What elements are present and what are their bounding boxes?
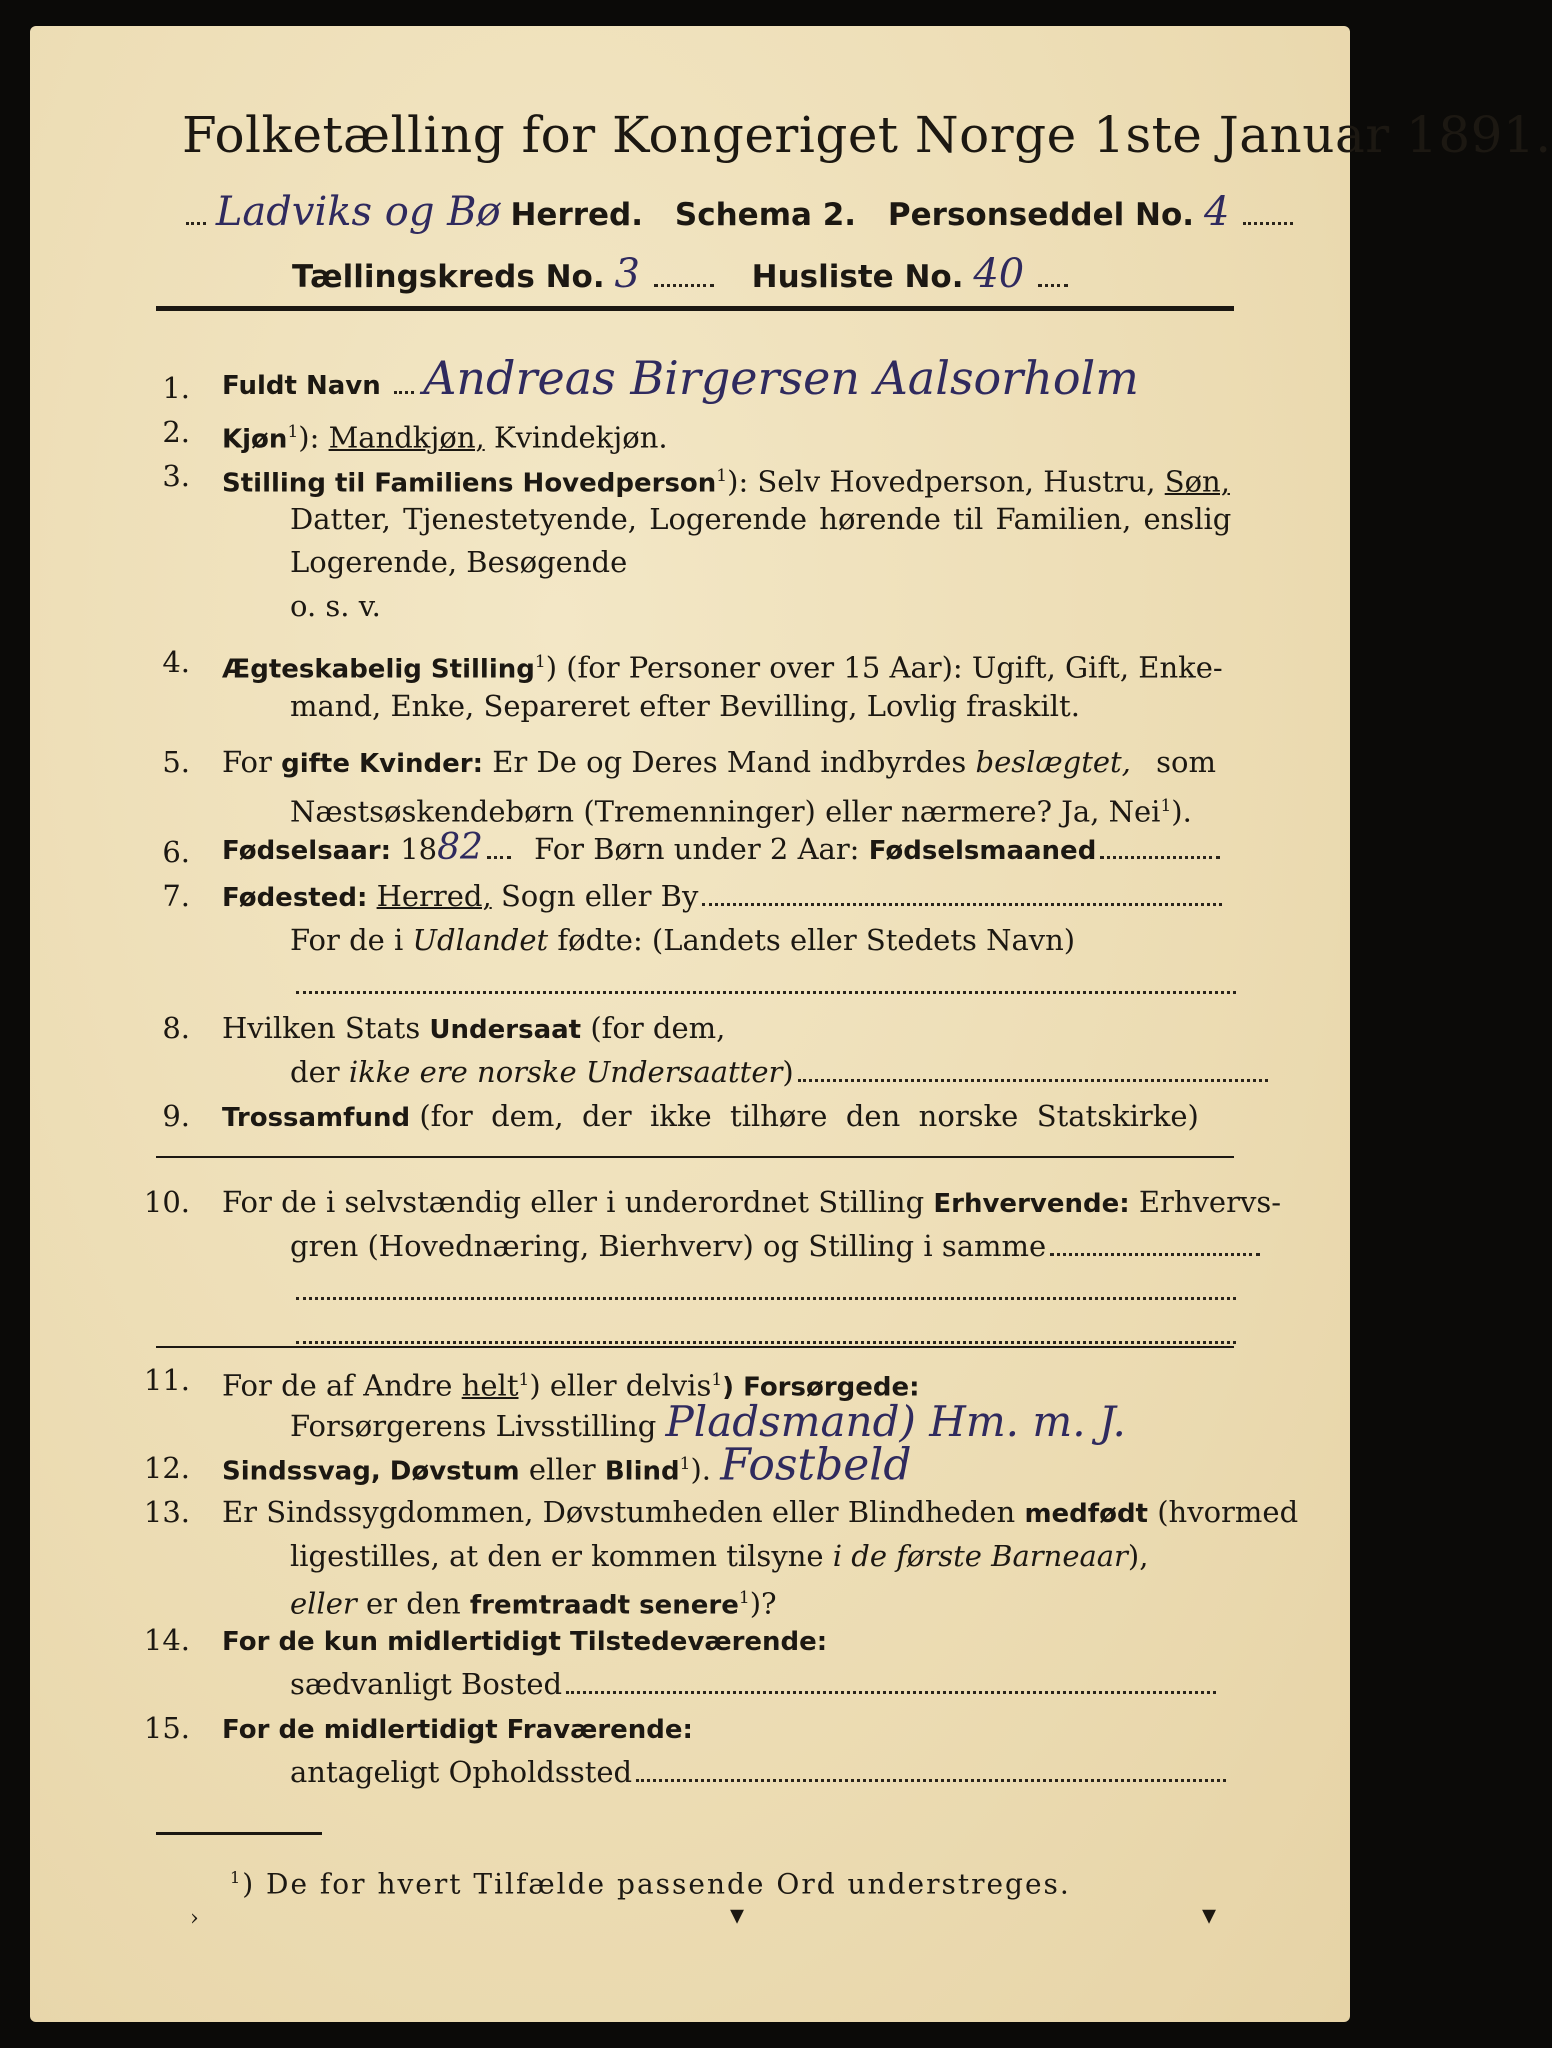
section-rule: [156, 1156, 1234, 1158]
section-rule: [156, 1346, 1234, 1348]
footnote-rule: [156, 1832, 322, 1835]
form-title: Folketælling for Kongeriget Norge 1ste Januar 1891.: [182, 106, 1552, 164]
item-4-line-2: mand, Enke, Separeret efter Bevilling, Lovlig fraskilt.: [290, 689, 1080, 723]
census-form-sheet: [30, 26, 1552, 2022]
printer-mark: ▾: [1202, 1898, 1217, 1931]
item-number: 5.: [162, 745, 190, 779]
item-12-disability: Sindssvag, Døvstum eller Blind$^1$). Fostbeld: [222, 1439, 912, 1491]
kreds-label: Tællingskreds No.: [292, 259, 605, 295]
herred-line: [182, 189, 1293, 235]
item-number: 9.: [162, 1099, 190, 1133]
item-9-religion: Trossamfund (for dem, der ikke tilhøre den norske Statskirke): [222, 1099, 1199, 1133]
item-2-male-selected: Mandkjøn,: [328, 420, 485, 455]
item-number: 6.: [162, 835, 190, 869]
item-number: 10.: [143, 1185, 190, 1219]
item-number: 14.: [143, 1623, 190, 1657]
item-6-birth-year: Fødselsaar: 1882 For Børn under 2 Aar: Fødselsmaaned: [222, 830, 1220, 869]
kreds-line: [292, 251, 1068, 297]
footnote: $^1$) De for hvert Tilfælde passende Ord understreges.: [230, 1867, 1071, 1901]
item-5-married-women: For gifte Kvinder: Er De og Deres Mand indbyrdes beslægtet, som: [222, 745, 1216, 779]
item-12-value: Fostbeld: [720, 1439, 912, 1491]
item-11-line-2: Forsørgerens Livsstilling Pladsmand) Hm. m. J.: [290, 1397, 1126, 1446]
item-5-line-2: Næstsøskendebørn (Tremenninger) eller nærmere? Ja, Nei$^1$).: [290, 794, 1192, 829]
item-3-line-4: o. s. v.: [290, 589, 381, 623]
personseddel-number: 4: [1203, 189, 1230, 235]
item-6-year-value: 82: [437, 827, 483, 868]
item-number: 1.: [162, 371, 190, 405]
item-number: 2.: [162, 415, 190, 449]
item-number: 8.: [162, 1011, 190, 1045]
item-15-line-2: antageligt Opholdssted: [290, 1754, 1226, 1790]
item-8-line-2: der ikke ere norske Undersaatter): [290, 1054, 1268, 1090]
header-rule: [156, 306, 1234, 311]
item-11-supported: For de af Andre helt$^1$) eller delvis$^1$) Forsørgede:: [222, 1368, 920, 1403]
item-4-marital-status: Ægteskabelig Stilling$^1$) (for Personer over 15 Aar): Ugift, Gift, Enke-: [222, 650, 1223, 685]
item-13-line-3: eller er den fremtraadt senere$^1$)?: [290, 1586, 777, 1621]
item-13-line-2: ligestilles, at den er kommen tilsyne i de første Barneaar),: [290, 1539, 1149, 1573]
item-number: 3.: [162, 459, 190, 493]
item-15-temporary-absent: For de midlertidigt Fraværende:: [222, 1715, 693, 1745]
item-2-sex: Kjøn$^1$): Mandkjøn, Kvindekjøn.: [222, 420, 668, 455]
item-3-line-3: Logerende, Besøgende: [290, 545, 628, 579]
herred-handwritten: Ladviks og Bø: [215, 189, 501, 235]
item-11-provider-value: Pladsmand) Hm. m. J.: [665, 1397, 1126, 1446]
husliste-number: 40: [973, 251, 1025, 297]
item-number: 4.: [162, 645, 190, 679]
item-13-congenital: Er Sindssygdommen, Døvstumheden eller Blindheden medfødt (hvormed: [222, 1495, 1299, 1529]
item-10-line-2: gren (Hovednæring, Bierhverv) og Stilling i samme: [290, 1228, 1260, 1264]
item-7-herred-selected: Herred,: [376, 879, 492, 913]
herred-label: Herred.: [510, 197, 644, 233]
item-1-label: Fuldt Navn: [222, 371, 381, 401]
item-1-name-value: Andreas Birgersen Aalsorholm: [423, 351, 1139, 405]
item-3-family-position: Stilling til Familiens Hovedperson$^1$): Selv Hovedperson, Hustru, Søn,: [222, 464, 1230, 499]
item-number: 7.: [162, 879, 190, 913]
item-number: 13.: [143, 1495, 190, 1529]
item-10-occupation: For de i selvstændig eller i underordnet Stilling Erhvervende: Erhvervs-: [222, 1185, 1282, 1219]
item-number: 12.: [143, 1451, 190, 1485]
item-number: 15.: [143, 1711, 190, 1745]
personseddel-label: Personseddel No.: [887, 197, 1195, 233]
item-1-full-name: [222, 351, 1139, 405]
husliste-label: Husliste No.: [751, 259, 964, 295]
item-14-temporary-present: For de kun midlertidigt Tilstedeværende:: [222, 1627, 828, 1657]
item-3-line-2: Datter, Tjenestetyende, Logerende hørende til Familien, enslig: [290, 502, 1232, 536]
kreds-number: 3: [614, 251, 640, 297]
printer-mark: ▾: [730, 1898, 745, 1931]
item-7-line-2: For de i Udlandet fødte: (Landets eller Stedets Navn): [290, 923, 1076, 957]
printer-mark: ›: [190, 1906, 199, 1931]
item-7-birthplace: Fødested: Herred, Sogn eller By: [222, 878, 1222, 916]
item-11-helt-selected: helt: [461, 1368, 519, 1403]
item-3-son-selected: Søn,: [1164, 464, 1230, 499]
schema-label: Schema 2.: [674, 197, 857, 233]
item-number: 11.: [143, 1363, 190, 1397]
item-8-nationality: Hvilken Stats Undersaat (for dem,: [222, 1011, 726, 1045]
item-14-line-2: sædvanligt Bosted: [290, 1666, 1216, 1702]
